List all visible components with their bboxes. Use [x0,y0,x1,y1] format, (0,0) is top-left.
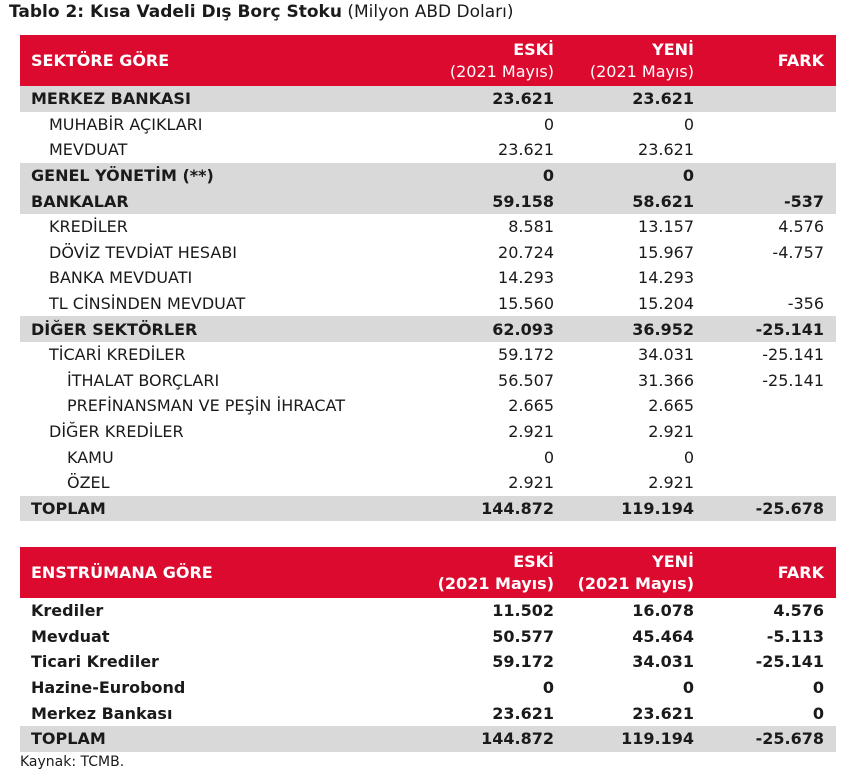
row-yeni-value: 14.293 [638,268,694,288]
row-label: ÖZEL [67,473,110,493]
row-eski-value: 50.577 [492,626,554,646]
row-label: TİCARİ KREDİLER [49,345,186,365]
row-eski-value: 59.172 [498,345,554,365]
table-row [20,86,836,112]
row-fark-value: 4.576 [778,217,824,237]
header-eski [420,547,561,598]
row-eski-value: 20.724 [498,242,554,262]
table-row [20,316,836,342]
row-fark-value: 0 [812,678,824,698]
row-fark-value: -4.757 [772,242,824,262]
row-fark-value [701,444,836,470]
row-fark-value: -25.678 [755,729,824,749]
row-yeni-value: 2.665 [648,396,694,416]
table-row [20,470,836,496]
row-eski-value: 23.621 [492,703,554,723]
row-label: TL CİNSİNDEN MEVDUAT [49,294,246,314]
header-eski-period: (2021 Mayıs) [449,61,554,81]
header-eski-period: (2021 Mayıs) [437,573,554,593]
row-label: Mevduat [31,626,110,646]
instrument-table [20,547,836,752]
table-title [9,1,514,23]
table-row [20,291,836,317]
header-sector-label: SEKTÖRE GÖRE [31,51,170,70]
row-label: MEVDUAT [49,140,128,160]
row-fark-value [701,112,836,138]
row-yeni-value: 34.031 [632,652,694,672]
row-eski-value: 59.158 [492,191,554,211]
table-row [20,163,836,189]
table-title-main: Tablo 2: Kısa Vadeli Dış Borç Stoku [9,2,342,22]
sector-table-header [20,35,836,86]
row-eski-value: 56.507 [498,370,554,390]
table-row [20,342,836,368]
row-label: Ticari Krediler [31,652,159,672]
table-row [20,214,836,240]
row-eski-value: 0 [543,447,554,467]
row-label: DİĞER SEKTÖRLER [31,319,198,339]
row-fark-value [701,393,836,419]
row-yeni-value: 15.204 [638,294,694,314]
row-fark-value [701,86,836,112]
table-row [20,496,836,522]
row-fark-value: -25.141 [755,319,824,339]
row-label: KAMU [67,447,114,467]
row-yeni-value: 13.157 [638,217,694,237]
header-eski [420,35,561,86]
instrument-table-body [20,598,836,752]
row-yeni-value: 31.366 [638,370,694,390]
table-row [20,675,836,701]
row-fark-value [701,419,836,445]
row-label: Krediler [31,601,104,621]
row-eski-value: 23.621 [498,140,554,160]
sector-table-body [20,86,836,521]
header-eski-label: ESKİ [513,39,554,59]
row-eski-value: 144.872 [481,729,554,749]
table-row [20,240,836,266]
row-yeni-value: 0 [682,678,694,698]
table-title-unit: (Milyon ABD Doları) [347,2,514,22]
sector-table [20,35,836,521]
row-label: Merkez Bankası [31,703,173,723]
header-yeni-label: YENİ [652,39,694,59]
row-eski-value: 0 [542,166,554,186]
row-yeni-value: 0 [682,166,694,186]
row-label: Hazine-Eurobond [31,678,186,698]
row-label: TOPLAM [31,498,106,518]
row-eski-value: 2.921 [508,422,554,442]
table-row [20,726,836,752]
row-fark-value [701,137,836,163]
header-fark: FARK [777,51,824,70]
row-yeni-value: 34.031 [638,345,694,365]
table-row [20,444,836,470]
table-row [20,419,836,445]
table-row [20,624,836,650]
row-yeni-value: 119.194 [621,729,694,749]
row-eski-value: 59.172 [492,652,554,672]
row-label: GENEL YÖNETİM (**) [31,166,214,186]
row-yeni-value: 16.078 [632,601,694,621]
header-yeni-period: (2021 Mayıs) [589,61,694,81]
row-yeni-value: 45.464 [632,626,694,646]
row-yeni-value: 0 [683,447,694,467]
header-eski-label: ESKİ [513,551,554,571]
row-fark-value [701,163,836,189]
row-yeni-value: 15.967 [638,242,694,262]
row-fark-value: -25.678 [755,498,824,518]
source-note: Kaynak: TCMB. [20,754,125,770]
header-instrument-label: ENSTRÜMANA GÖRE [31,563,213,582]
row-label: PREFİNANSMAN VE PEŞİN İHRACAT [67,396,345,416]
table-row [20,649,836,675]
table-row [20,188,836,214]
row-yeni-value: 23.621 [632,703,694,723]
header-yeni [561,35,701,86]
row-yeni-value: 23.621 [632,89,694,109]
row-fark-value [701,470,836,496]
row-fark-value: 0 [812,703,824,723]
row-yeni-value: 36.952 [632,319,694,339]
row-yeni-value: 119.194 [621,498,694,518]
row-eski-value: 8.581 [508,217,554,237]
header-yeni-label: YENİ [652,551,694,571]
row-label: İTHALAT BORÇLARI [67,370,220,390]
row-eski-value: 62.093 [492,319,554,339]
row-label: DÖVİZ TEVDİAT HESABI [49,242,238,262]
row-eski-value: 2.665 [508,396,554,416]
row-label: KREDİLER [49,217,128,237]
instrument-table-header [20,547,836,598]
row-label: MUHABİR AÇIKLARI [49,114,203,134]
table-row [20,137,836,163]
table-row [20,112,836,138]
table-row [20,700,836,726]
row-yeni-value: 58.621 [632,191,694,211]
row-yeni-value: 2.921 [648,473,694,493]
row-eski-value: 0 [543,114,554,134]
row-eski-value: 144.872 [481,498,554,518]
row-label: TOPLAM [31,729,106,749]
row-yeni-value: 0 [683,114,694,134]
row-fark-value: -537 [783,191,824,211]
row-eski-value: 0 [542,678,554,698]
row-label: MERKEZ BANKASI [31,89,191,109]
row-label: BANKALAR [31,191,129,211]
row-fark-value: -5.113 [766,626,824,646]
row-eski-value: 23.621 [492,89,554,109]
table-row [20,265,836,291]
row-fark-value: -25.141 [762,345,824,365]
row-eski-value: 11.502 [492,601,554,621]
row-fark-value: 4.576 [773,601,824,621]
row-fark-value: -356 [787,294,824,314]
header-yeni [561,547,701,598]
row-eski-value: 2.921 [508,473,554,493]
table-row [20,598,836,624]
row-eski-value: 14.293 [498,268,554,288]
table-row [20,393,836,419]
row-label: BANKA MEVDUATI [49,268,193,288]
row-yeni-value: 2.921 [648,422,694,442]
table-row [20,368,836,394]
row-fark-value: -25.141 [762,370,824,390]
row-label: DİĞER KREDİLER [49,422,184,442]
row-yeni-value: 23.621 [638,140,694,160]
row-eski-value: 15.560 [498,294,554,314]
header-yeni-period: (2021 Mayıs) [577,573,694,593]
row-fark-value [701,265,836,291]
header-fark: FARK [777,563,824,582]
row-fark-value: -25.141 [755,652,824,672]
